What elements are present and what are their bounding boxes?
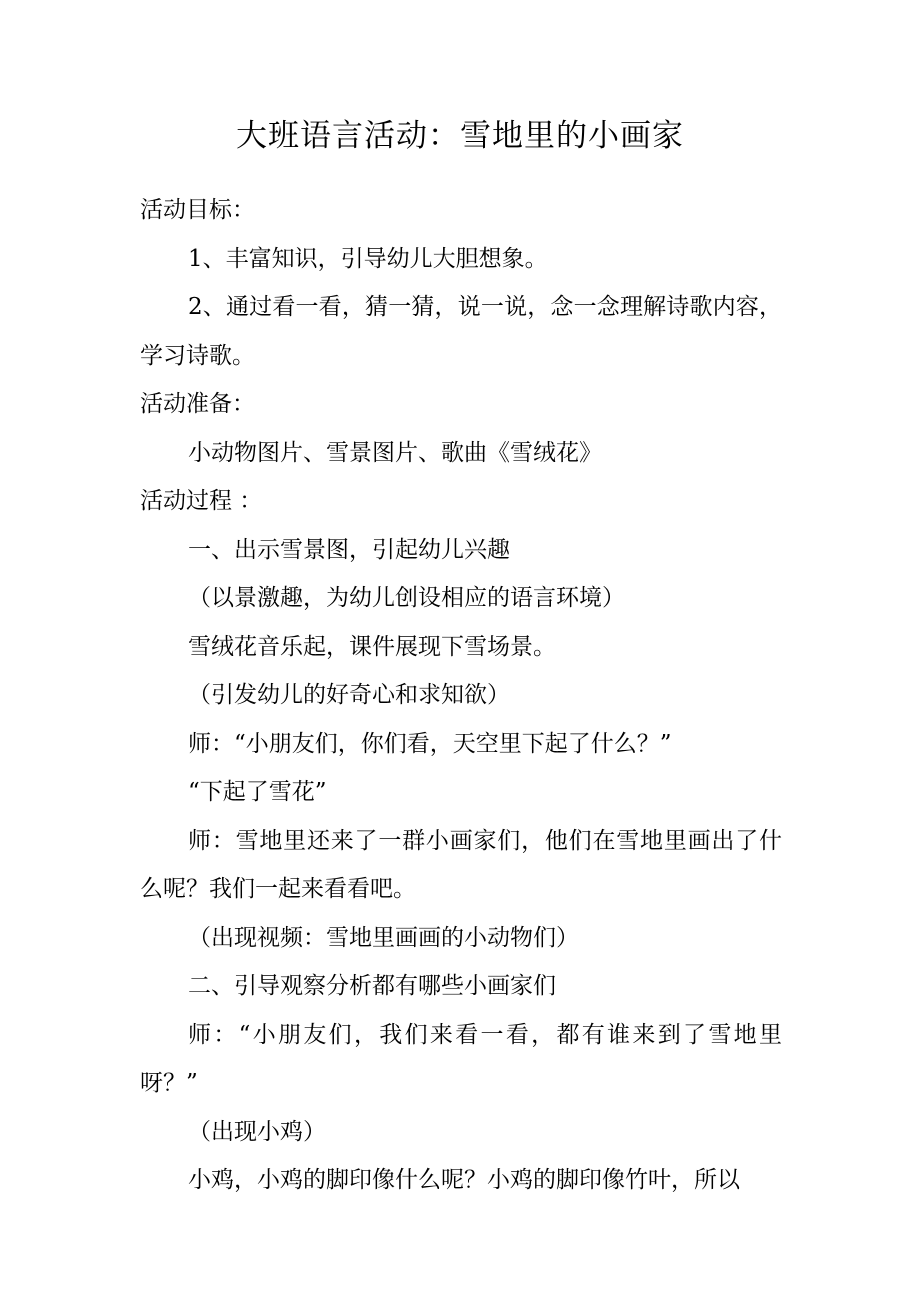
body-paragraph: 师：雪地里还来了一群小画家们，他们在雪地里画出了什么呢？我们一起来看看吧。 [140,827,782,902]
body-paragraph: （以景激趣，为幼儿创设相应的语言环境） [188,585,625,611]
body-paragraph: 2、通过看一看，猜一猜，说一说，念一念理解诗歌内容，学习诗歌。 [140,294,782,369]
body-paragraph: 雪绒花音乐起，课件展现下雪场景。 [188,633,556,660]
body-paragraph: 小动物图片、雪景图片、歌曲《雪绒花》 [188,439,602,466]
body-paragraph: 小鸡，小鸡的脚印像什么呢？小鸡的脚印像竹叶，所以 [188,1167,740,1193]
document-body [140,186,782,1205]
body-paragraph: 1、丰富知识，引导幼儿大胆想象。 [188,245,548,272]
body-paragraph: （出现小鸡） [188,1118,326,1145]
body-paragraph: 师：“小朋友们，你们看，天空里下起了什么？” [188,730,672,757]
body-paragraph: 二、引导观察分析都有哪些小画家们 [188,973,556,999]
body-paragraph: 一、出示雪景图，引起幼儿兴趣 [188,536,510,563]
section-heading: 活动目标： [140,197,255,223]
body-paragraph: （引发幼儿的好奇心和求知欲） [188,682,510,708]
section-heading: 活动过程 ： [140,488,263,514]
body-paragraph: （出现视频：雪地里画画的小动物们） [188,924,579,951]
body-paragraph: 师：“小朋友们，我们来看一看，都有谁来到了雪地里呀？” [140,1021,782,1096]
section-heading: 活动准备： [140,391,255,417]
body-paragraph: “下起了雪花” [188,779,327,805]
document-title: 大班语言活动：雪地里的小画家 [236,118,684,154]
